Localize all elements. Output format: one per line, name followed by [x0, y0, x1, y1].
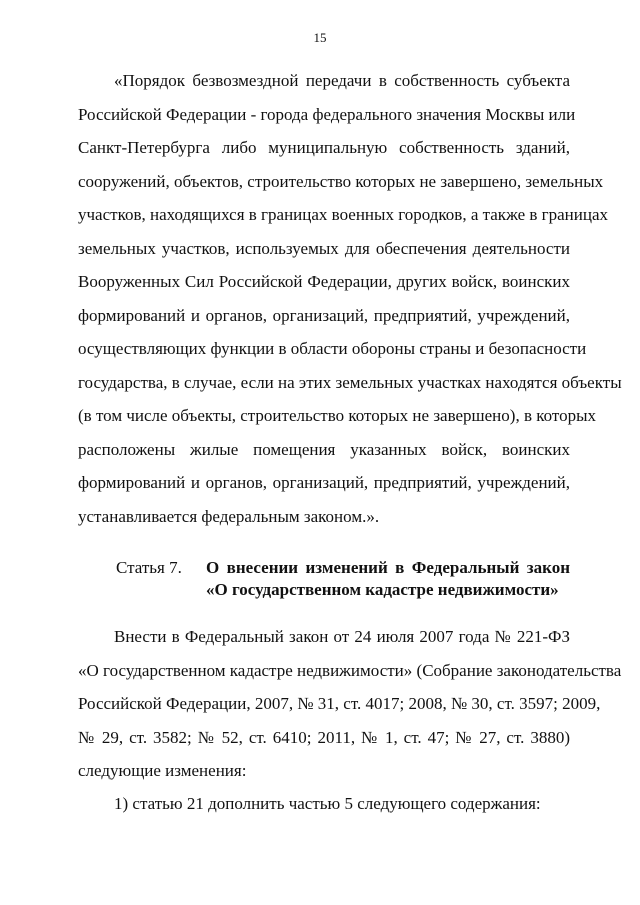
text-line: Вооруженных Сил Российской Федерации, других войск, воинских: [78, 272, 570, 291]
text-line: сооружений, объектов, строительство которых не завершено, земельных: [78, 171, 604, 191]
article-title: [206, 557, 570, 601]
article-title-line: «О государственном кадастре недвижимости»: [206, 580, 559, 599]
text-line: следующие изменения:: [78, 761, 247, 780]
paragraph-item-1: 1) статью 21 дополнить частью 5 следующего содержания:: [114, 794, 541, 813]
text-line: «О государственном кадастре недвижимости» (Собрание законодательства: [78, 660, 622, 680]
text-line: Российской Федерации, 2007, № 31, ст. 4017; 2008, № 30, ст. 3597; 2009,: [78, 694, 601, 713]
text-line: Санкт-Петербурга либо муниципальную собственность зданий,: [78, 138, 570, 157]
text-line: устанавливается федеральным законом.».: [78, 506, 380, 526]
text-line: формирований и органов, организаций, предприятий, учреждений,: [78, 473, 570, 492]
article-title-line: О внесении изменений в Федеральный закон: [206, 558, 570, 577]
text-line: (в том числе объекты, строительство которых не завершено), в которых: [78, 406, 597, 425]
page-number: 15: [313, 30, 327, 45]
text-line: Внести в Федеральный закон от 24 июля 2007 года № 221-ФЗ: [114, 627, 570, 646]
text-line: участков, находящихся в границах военных городков, а также в границах: [78, 205, 609, 224]
text-line: расположены жилые помещения указанных войск, воинских: [78, 439, 570, 459]
text-line: Российской Федерации - города федерального значения Москвы или: [78, 104, 576, 124]
text-line: осуществляющих функции в области обороны страны и безопасности: [78, 339, 587, 358]
text-line: формирований и органов, организаций, предприятий, учреждений,: [78, 305, 570, 325]
text-line: № 29, ст. 3582; № 52, ст. 6410; 2011, № 1, ст. 47; № 27, ст. 3880): [78, 727, 570, 747]
article-number: Статья 7.: [116, 558, 182, 577]
text-line: государства, в случае, если на этих земельных участках находятся объекты: [78, 372, 622, 392]
text-line: «Порядок безвозмездной передачи в собственность субъекта: [114, 71, 570, 90]
paragraph-amendments-intro: [78, 620, 622, 788]
paragraph-procedure-transfer: [78, 64, 622, 533]
text-line: земельных участков, используемых для обеспечения деятельности: [78, 238, 570, 258]
